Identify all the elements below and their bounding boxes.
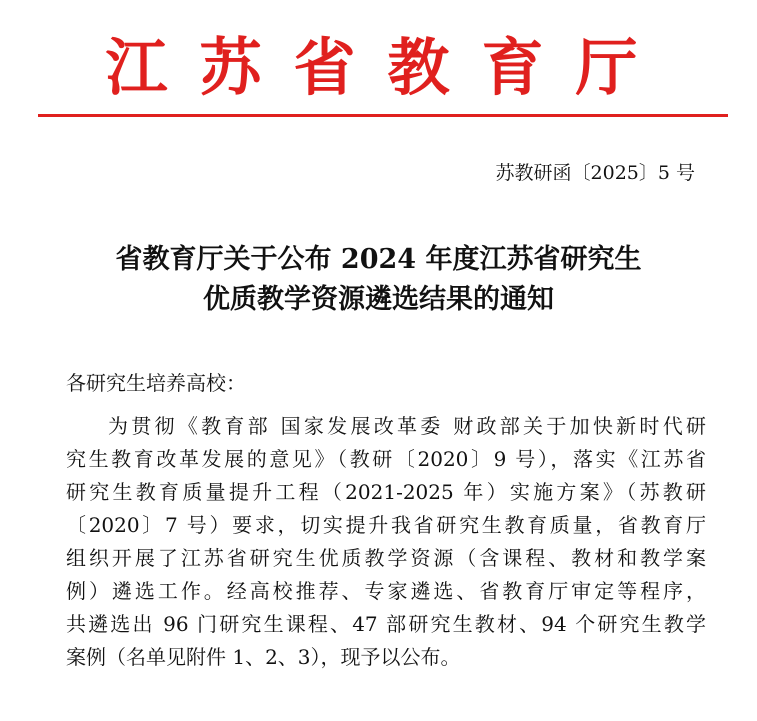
notice-title-line-1: 省教育厅关于公布 2024 年度江苏省研究生: [115, 244, 642, 275]
body-line: 共遴选出 96 门研究生课程、47 部研究生教材、94 个研究生教学: [66, 612, 706, 636]
body-paragraph: [66, 410, 706, 674]
body-line: 〔2020〕7 号）要求，切实提升我省研究生教育质量，省教育厅: [66, 513, 706, 537]
body-line: 究生教育改革发展的意见》（教研〔2020〕9 号），落实《江苏省: [66, 447, 706, 471]
masthead-title: 江苏省教育厅: [105, 31, 670, 104]
notice-title: [40, 240, 717, 320]
body-line: 案例（名单见附件 1、2、3），现予以公布。: [66, 645, 461, 669]
body-line: 为贯彻《教育部 国家发展改革委 财政部关于加快新时代研: [108, 414, 706, 438]
body-line: 组织开展了江苏省研究生优质教学资源（含课程、教材和教学案: [66, 546, 706, 570]
masthead-red-rule: [38, 114, 728, 117]
notice-title-line-2: 优质教学资源遴选结果的通知: [203, 284, 554, 315]
salutation: 各研究生培养高校：: [66, 371, 246, 395]
body-line: 例）遴选工作。经高校推荐、专家遴选、省教育厅审定等程序，: [66, 579, 706, 603]
body-line: 研究生教育质量提升工程（2021-2025 年）实施方案》（苏教研: [66, 480, 706, 504]
document-number: 苏教研函〔2025〕5 号: [495, 162, 695, 184]
